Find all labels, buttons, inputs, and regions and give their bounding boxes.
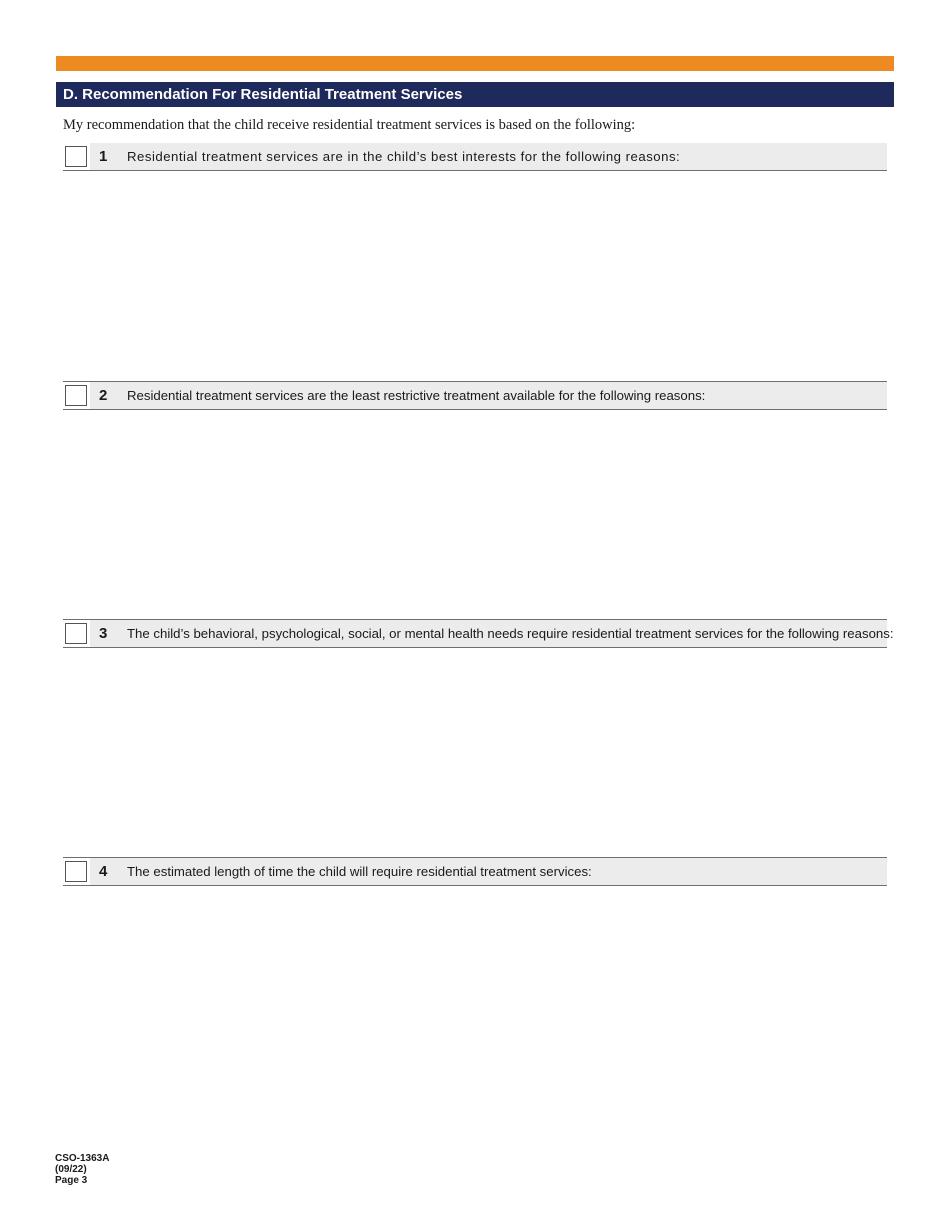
item-2-number: 2	[99, 387, 108, 404]
item-row-2	[63, 381, 887, 410]
item-2-label: Residential treatment services are the least restrictive treatment available for the following reasons:	[127, 388, 706, 403]
item-4-answer-area[interactable]	[63, 886, 887, 1136]
item-row-4	[63, 857, 887, 886]
item-1-answer-area[interactable]	[63, 172, 887, 380]
item-row-3	[63, 619, 894, 648]
accent-bar	[56, 56, 894, 71]
page-number: Page 3	[55, 1175, 88, 1186]
item-row-1	[63, 143, 887, 171]
section-intro: My recommendation that the child receive residential treatment services is based on the following:	[63, 117, 636, 133]
item-1-checkbox[interactable]	[65, 146, 87, 167]
item-3-label: The child’s behavioral, psychological, social, or mental health needs require residential treatment services for the following reasons:	[127, 626, 894, 641]
item-3-answer-area[interactable]	[63, 648, 887, 856]
item-4-number: 4	[99, 863, 108, 880]
form-revision: (09/22)	[55, 1164, 87, 1175]
item-1-label: Residential treatment services are in the child’s best interests for the following reasons:	[127, 149, 681, 164]
item-2-checkbox[interactable]	[65, 385, 87, 406]
item-3-number: 3	[99, 625, 108, 642]
form-footer	[55, 1153, 109, 1186]
item-4-label: The estimated length of time the child will require residential treatment services:	[127, 864, 592, 879]
item-1-number: 1	[99, 148, 108, 165]
item-4-checkbox[interactable]	[65, 861, 87, 882]
item-3-checkbox[interactable]	[65, 623, 87, 644]
section-header: D. Recommendation For Residential Treatment Services	[56, 82, 894, 107]
item-2-answer-area[interactable]	[63, 410, 887, 618]
form-id: CSO-1363A	[55, 1153, 110, 1164]
